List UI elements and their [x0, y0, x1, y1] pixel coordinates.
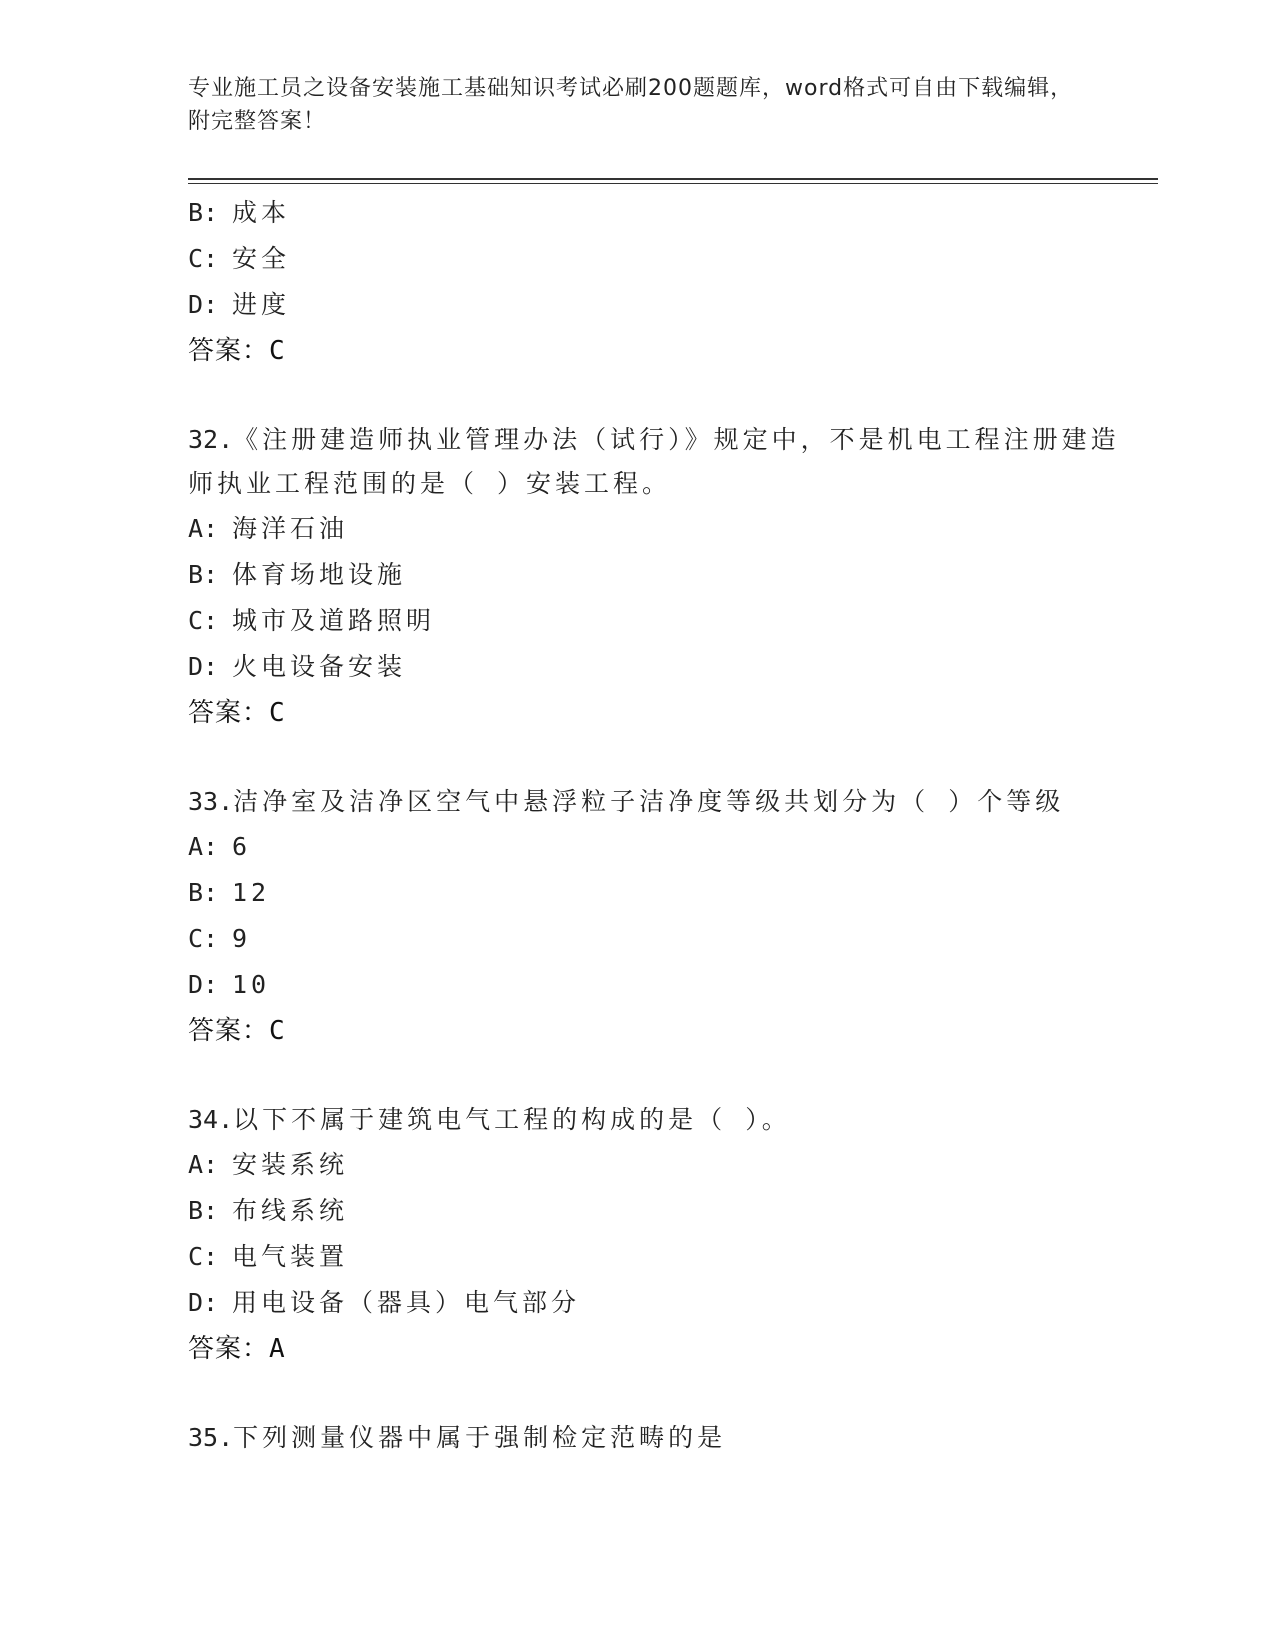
answer-line — [188, 1008, 1128, 1054]
option-key: B: — [188, 878, 219, 907]
answer-line — [188, 1326, 1128, 1372]
answer-line — [188, 690, 1128, 736]
option-text: 9 — [232, 924, 252, 953]
answer-value: C — [269, 336, 286, 366]
option-d — [188, 282, 1128, 328]
option-c — [188, 598, 1128, 644]
option-text: 布线系统 — [232, 1196, 349, 1225]
answer-line — [188, 328, 1128, 374]
answer-label: 答案： — [188, 1334, 270, 1364]
question-list — [188, 190, 1128, 1460]
option-a — [188, 1142, 1128, 1188]
question-text — [188, 1098, 1128, 1142]
option-d — [188, 1280, 1128, 1326]
option-text: 安装系统 — [232, 1150, 349, 1179]
answer-value: A — [269, 1334, 286, 1364]
option-d — [188, 644, 1128, 690]
question-body: 洁净室及洁净区空气中悬浮粒子洁净度等级共划分为（ ）个等级 — [233, 787, 1065, 816]
question-body: 以下不属于建筑电气工程的构成的是（ ）。 — [233, 1105, 791, 1134]
document-header-title: 专业施工员之设备安装施工基础知识考试必刷200题题库，word格式可自由下载编辑，附完整答案！ — [188, 76, 1074, 134]
option-key: D: — [188, 970, 219, 999]
option-key: C: — [188, 606, 219, 635]
option-text: 成本 — [232, 198, 291, 227]
option-key: B: — [188, 560, 219, 589]
option-key: C: — [188, 924, 219, 953]
option-text: 城市及道路照明 — [232, 606, 436, 635]
option-b — [188, 552, 1128, 598]
option-text: 电气装置 — [232, 1242, 349, 1271]
option-text: 12 — [232, 878, 271, 907]
answer-label: 答案： — [188, 698, 270, 728]
option-b — [188, 190, 1128, 236]
header-rule-thick — [188, 178, 1158, 180]
option-key: B: — [188, 198, 219, 227]
question-body: 下列测量仪器中属于强制检定范畴的是 — [233, 1423, 727, 1452]
question-block-34 — [188, 1098, 1128, 1372]
spacer — [188, 736, 1128, 780]
option-a — [188, 506, 1128, 552]
question-number: 32. — [188, 425, 234, 454]
question-text — [188, 780, 1128, 824]
option-text: 6 — [232, 832, 252, 861]
answer-label: 答案： — [188, 336, 270, 366]
spacer — [188, 374, 1128, 418]
option-key: C: — [188, 1242, 219, 1271]
spacer — [188, 1372, 1128, 1416]
option-b — [188, 870, 1128, 916]
question-text — [188, 1416, 1128, 1460]
option-a — [188, 824, 1128, 870]
question-block-33 — [188, 780, 1128, 1054]
option-text: 安全 — [232, 244, 291, 273]
option-text: 体育场地设施 — [232, 560, 407, 589]
option-c — [188, 916, 1128, 962]
question-block-31 — [188, 190, 1128, 374]
option-key: D: — [188, 652, 219, 681]
question-number: 34. — [188, 1105, 234, 1134]
option-c — [188, 1234, 1128, 1280]
answer-label: 答案： — [188, 1016, 270, 1046]
option-key: B: — [188, 1196, 219, 1225]
option-key: D: — [188, 290, 219, 319]
question-block-32 — [188, 418, 1128, 736]
option-d — [188, 962, 1128, 1008]
question-body: 《注册建造师执业管理办法（试行）》规定中，不是机电工程注册建造师执业工程范围的是（ ）安装工程。 — [188, 425, 1120, 498]
option-c — [188, 236, 1128, 282]
question-number: 35. — [188, 1423, 234, 1452]
option-text: 用电设备（器具）电气部分 — [232, 1288, 581, 1317]
spacer — [188, 1054, 1128, 1098]
option-key: A: — [188, 1150, 219, 1179]
answer-value: C — [269, 1016, 286, 1046]
option-key: A: — [188, 832, 219, 861]
option-key: D: — [188, 1288, 219, 1317]
answer-value: C — [269, 698, 286, 728]
question-text — [188, 418, 1128, 506]
question-number: 33. — [188, 787, 234, 816]
header-rule-thin — [188, 183, 1158, 184]
option-text: 火电设备安装 — [232, 652, 407, 681]
option-key: C: — [188, 244, 219, 273]
option-b — [188, 1188, 1128, 1234]
option-text: 10 — [232, 970, 271, 999]
option-key: A: — [188, 514, 219, 543]
option-text: 进度 — [232, 290, 291, 319]
option-text: 海洋石油 — [232, 514, 349, 543]
question-block-35 — [188, 1416, 1128, 1460]
